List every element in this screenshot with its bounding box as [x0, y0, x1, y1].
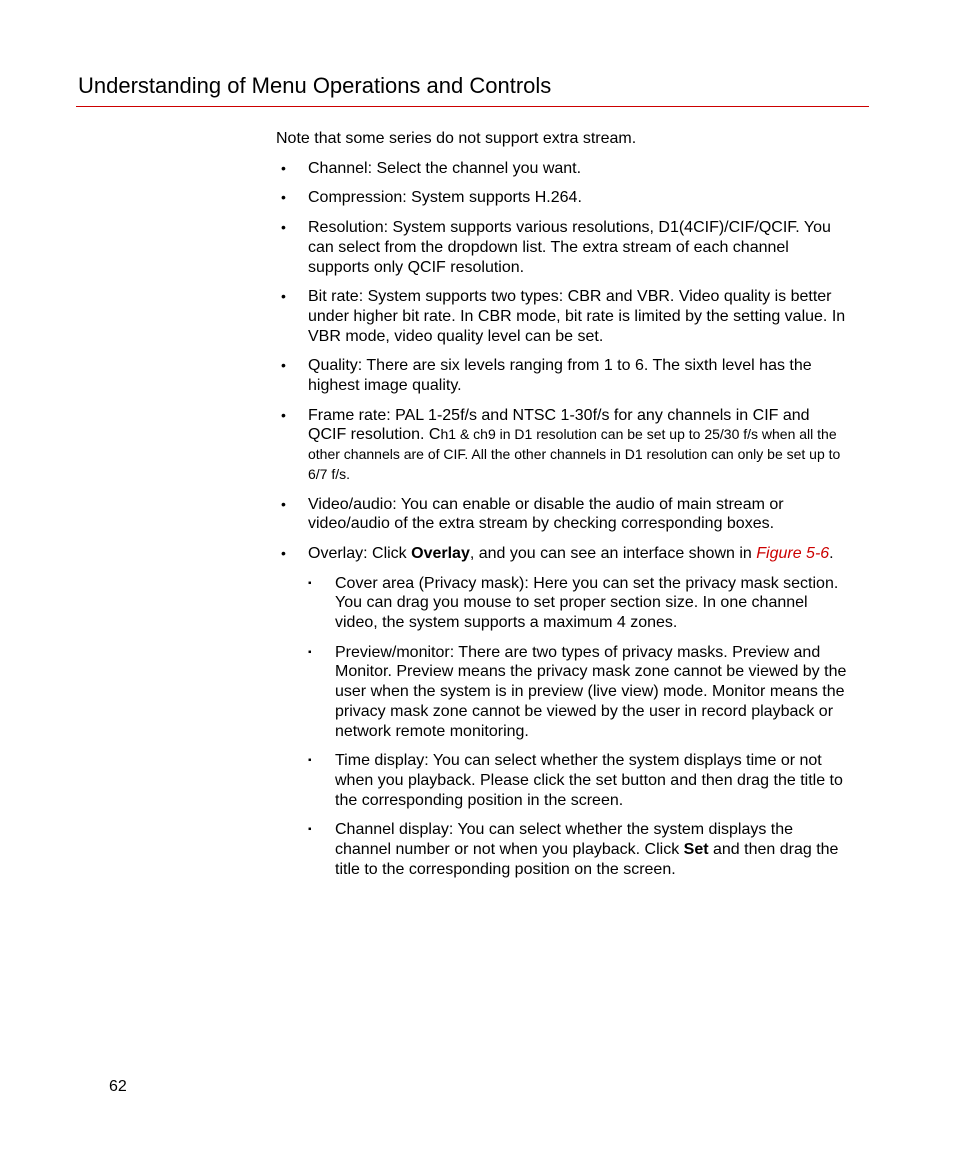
list-item-videoaudio [276, 495, 852, 534]
overlay-text: Overlay: Click [308, 544, 412, 562]
quality-text: Quality: There are six levels ranging from 1 to 6. The sixth level has the highest image quality. [308, 357, 812, 395]
cover-area-text: Cover area (Privacy mask): Here you can set the privacy mask section. You can drag you mouse to set proper section size. In one channel video, the system supports a maximum 4 zones. [335, 574, 839, 632]
overlay-sublist [308, 574, 852, 880]
list-item-bitrate [276, 287, 852, 346]
framerate-note: h1 & ch9 in D1 resolution can be set up to 25/30 f/s when all the other channels are of CIF. All the other channels in D1 resolution can only be set up to 6/7 f/s. [308, 426, 841, 482]
time-display-text: Time display: You can select whether the system displays time or not when you playback. Please click the set button and then drag the title to the corresponding position in the screen. [335, 752, 843, 809]
sublist-item-time-display [308, 751, 852, 810]
compression-text: Compression: System supports H.264. [308, 189, 582, 207]
sublist-item-channel-display [308, 820, 852, 879]
list-item-compression [276, 188, 852, 208]
channel-display-text: Channel display: You can select whether the system displays the channel number or not when you playback. Click [335, 821, 794, 859]
resolution-text: Resolution: System supports various resolutions, D1(4CIF)/CIF/QCIF. You can select from the dropdown list. The extra stream of each channel supports only QCIF resolution. [308, 219, 831, 276]
overlay-text-middle: , and you can see an interface shown in [469, 544, 757, 562]
sublist-item-cover-area [308, 574, 852, 633]
set-bold: Set [683, 841, 709, 859]
bitrate-text: Bit rate: System supports two types: CBR and VBR. Video quality is better under higher bit rate. In CBR mode, bit rate is limited by the setting value. In VBR mode, video quality level can be set. [308, 288, 846, 345]
settings-list [276, 159, 852, 880]
header-divider [76, 106, 869, 107]
channel-display-text-suffix: and then drag the title to the corresponding position on the screen. [335, 841, 839, 878]
channel-text: Channel: Select the channel you want. [308, 159, 582, 177]
figure-reference-link[interactable]: Figure 5-6 [756, 544, 830, 562]
videoaudio-text: Video/audio: You can enable or disable the audio of main stream or video/audio of the extra stream by checking corresponding boxes. [308, 495, 784, 533]
page-header-title: Understanding of Menu Operations and Controls [78, 73, 552, 98]
intro-note: Note that some series do not support extra stream. [276, 130, 637, 147]
sublist-item-preview-monitor [308, 643, 852, 742]
page-number: 62 [109, 1078, 127, 1095]
preview-monitor-text: Preview/monitor: There are two types of privacy masks. Preview and Monitor. Preview means the privacy mask zone cannot be viewed by the user when the system is in preview (live view) mode. Monitor means the privacy mask zone cannot be viewed by the user in record playback or network remote monitoring. [335, 643, 847, 740]
overlay-bold: Overlay [411, 544, 470, 562]
list-item-resolution [276, 218, 852, 277]
main-content [276, 129, 852, 890]
list-item-framerate [276, 406, 852, 485]
overlay-text-suffix: . [829, 544, 834, 562]
list-item-overlay [276, 544, 852, 880]
list-item-channel [276, 159, 852, 179]
framerate-text: Frame rate: PAL 1-25f/s and NTSC 1-30f/s for any channels in CIF and QCIF resolution. C [308, 406, 810, 444]
list-item-quality [276, 356, 852, 395]
